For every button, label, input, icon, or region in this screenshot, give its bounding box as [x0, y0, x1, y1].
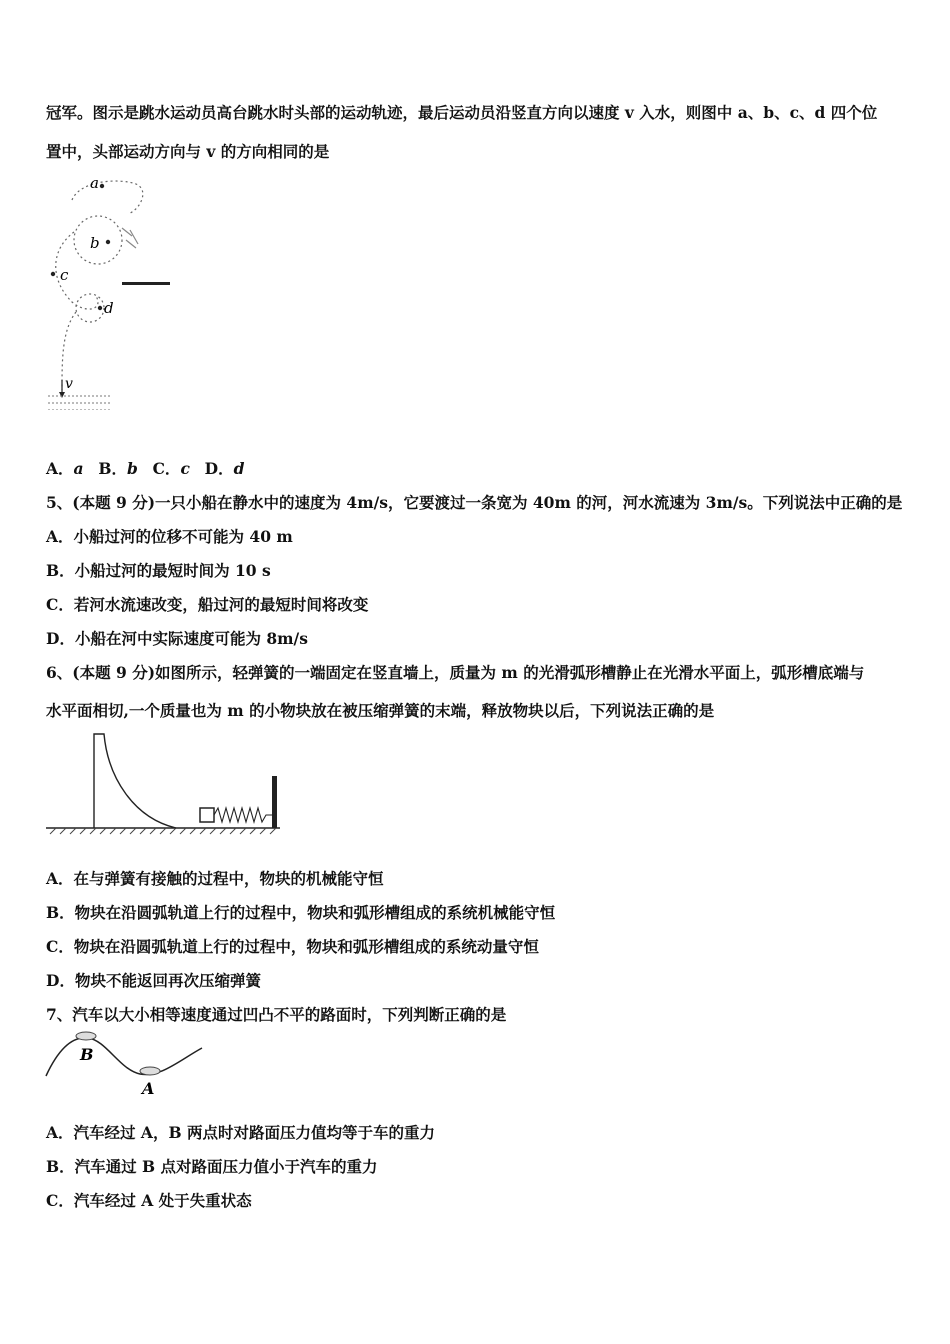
q4-option-c-text: c: [180, 459, 190, 478]
label-a-point: A: [142, 1079, 155, 1098]
q5-stem: 5、(本题 9 分)一只小船在静水中的速度为 4m/s，它要渡过一条宽为 40m 的河，河水流速为 3m/s。下列说法中正确的是: [46, 493, 903, 512]
road-curve: [46, 1038, 202, 1076]
q5-option-b: [46, 559, 271, 581]
diver-trajectory-figure: [40, 170, 180, 410]
q7-option-c-text: 汽车经过 A 处于失重状态: [73, 1191, 252, 1210]
wall: [272, 776, 277, 828]
label-c: c: [60, 266, 69, 284]
q4-options: [46, 457, 244, 479]
q6-option-b: [46, 901, 555, 923]
q6-option-b-text: 物块在沿圆弧轨道上行的过程中，物块和弧形槽组成的系统机械能守恒: [74, 903, 556, 922]
q5-option-c-letter: C．: [46, 595, 74, 614]
q7-option-a-text: 汽车经过 A，B 两点时对路面压力值均等于车的重力: [73, 1123, 435, 1142]
point-a: [100, 184, 104, 188]
q6-option-c-letter: C．: [46, 937, 74, 956]
q7-option-a: [46, 1121, 435, 1143]
q6-stem-line1: 6、(本题 9 分)如图所示，轻弹簧的一端固定在竖直墙上，质量为 m 的光滑弧形槽静止在光滑水平面上，弧形槽底端与: [46, 663, 865, 682]
bumpy-road-figure: [44, 1030, 214, 1098]
q5-option-a-text: 小船过河的位移不可能为 40 m: [73, 527, 293, 546]
q6-stem-line2: 水平面相切,一个质量也为 m 的小物块放在被压缩弹簧的末端，释放物块以后，下列说法正确的是: [46, 701, 715, 720]
q7-stem: 7、汽车以大小相等速度通过凹凸不平的路面时，下列判断正确的是: [46, 1005, 507, 1024]
q7-option-a-letter: A．: [46, 1123, 74, 1142]
point-b: [106, 240, 110, 244]
q6-option-d: [46, 969, 261, 991]
diver-sketch: [122, 228, 138, 248]
label-b-point: B: [80, 1045, 94, 1064]
label-a: a: [90, 174, 99, 192]
q5-option-a-letter: A．: [46, 527, 74, 546]
q4-intro-line2: 置中，头部运动方向与 v 的方向相同的是: [46, 142, 330, 161]
q6-option-b-letter: B．: [46, 903, 75, 922]
spring: [214, 808, 272, 822]
q5-option-b-letter: B．: [46, 561, 75, 580]
q5-option-c: [46, 593, 368, 615]
q7-option-b-text: 汽车通过 B 点对路面压力值小于汽车的重力: [74, 1157, 378, 1176]
q4-intro-line1: 冠军。图示是跳水运动员高台跳水时头部的运动轨迹，最后运动员沿竖直方向以速度 v 入水，则图中 a、b、c、d 四个位: [46, 103, 878, 122]
q4-option-b-text: b: [126, 459, 138, 478]
small-block: [200, 808, 214, 822]
q5-option-c-text: 若河水流速改变，船过河的最短时间将改变: [73, 595, 369, 614]
q4-option-b-letter: B．: [98, 459, 127, 478]
car-at-b: [76, 1032, 96, 1040]
q7-option-c: [46, 1189, 252, 1211]
q5-option-d-letter: D．: [46, 629, 75, 648]
q7-option-b-letter: B．: [46, 1157, 75, 1176]
point-c: [51, 272, 55, 276]
q6-option-a-letter: A．: [46, 869, 74, 888]
q4-option-a-text: a: [73, 459, 84, 478]
q7-option-c-letter: C．: [46, 1191, 74, 1210]
q5-option-a: [46, 525, 293, 547]
point-d: [98, 306, 102, 310]
q7-option-b: [46, 1155, 378, 1177]
q6-option-c-text: 物块在沿圆弧轨道上行的过程中，物块和弧形槽组成的系统动量守恒: [73, 937, 539, 956]
arc-groove-spring-figure: [44, 728, 284, 838]
q4-option-d-text: d: [233, 459, 245, 478]
label-v: v: [65, 376, 73, 392]
ground-hatching: [50, 828, 276, 834]
label-b: b: [90, 234, 100, 252]
platform: [122, 282, 170, 285]
velocity-arrowhead: [59, 392, 65, 398]
q5-option-d-text: 小船在河中实际速度可能为 8m/s: [74, 629, 308, 648]
q6-option-d-text: 物块不能返回再次压缩弹簧: [74, 971, 261, 990]
q6-option-a: [46, 867, 384, 889]
q4-option-d-letter: D．: [204, 459, 234, 478]
q6-option-c: [46, 935, 539, 957]
q5-option-d: [46, 627, 308, 649]
q5-option-b-text: 小船过河的最短时间为 10 s: [74, 561, 271, 580]
label-d: d: [104, 299, 114, 317]
arc-groove: [94, 734, 176, 828]
trajectory-upper: [72, 181, 143, 214]
q6-option-a-text: 在与弹簧有接触的过程中，物块的机械能守恒: [73, 869, 384, 888]
q4-option-a-letter: A．: [46, 459, 74, 478]
q4-option-c-letter: C．: [152, 459, 181, 478]
q6-option-d-letter: D．: [46, 971, 75, 990]
car-at-a: [140, 1067, 160, 1075]
